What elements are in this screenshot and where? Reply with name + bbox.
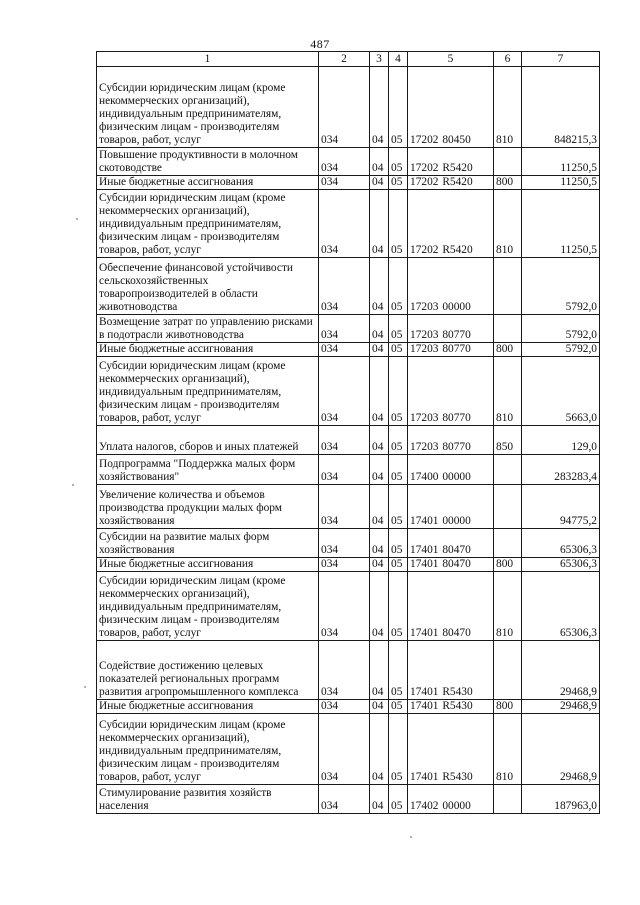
row-code-2: 034 [319, 641, 370, 700]
row-code-6 [494, 258, 522, 315]
table-row [97, 485, 600, 529]
scan-speck [72, 484, 74, 486]
row-amount: 65306,3 [522, 558, 600, 572]
column-number-row [97, 52, 600, 67]
row-code-5: 17402 00000 [408, 785, 494, 814]
row-code-4: 05 [389, 455, 408, 485]
row-amount: 5792,0 [522, 343, 600, 357]
row-code-6: 810 [494, 357, 522, 426]
table-row [97, 558, 600, 572]
row-name: Субсидии юридическим лицам (кроме некоммерческих организаций), индивидуальным предпринимателям, физическим лицам - производителям товаров, работ, услуг [97, 190, 319, 258]
row-name: Содействие достижению целевых показателей региональных программ развития агропромышленного комплекса [97, 641, 319, 700]
row-code-6: 800 [494, 343, 522, 357]
row-code-5: 17401 80470 [408, 572, 494, 641]
row-code-5: 17202 80450 [408, 67, 494, 148]
table-row [97, 343, 600, 357]
row-code-3: 04 [370, 558, 389, 572]
row-code-2: 034 [319, 357, 370, 426]
row-name: Увеличение количества и объемов производства продукции малых форм хозяйствования [97, 485, 319, 529]
row-code-6: 810 [494, 190, 522, 258]
page-number: 487 [310, 37, 330, 51]
row-code-4: 05 [389, 148, 408, 176]
table-row [97, 315, 600, 343]
table-row [97, 176, 600, 190]
row-code-3: 04 [370, 67, 389, 148]
table-row [97, 426, 600, 455]
row-code-5: 17401 R5430 [408, 641, 494, 700]
table-row [97, 785, 600, 814]
row-name: Субсидии юридическим лицам (кроме некоммерческих организаций), индивидуальным предпринимателям, физическим лицам - производителям товаров, работ, услуг [97, 357, 319, 426]
row-code-4: 05 [389, 426, 408, 455]
row-code-4: 05 [389, 529, 408, 558]
column-header: 3 [370, 52, 389, 67]
row-code-6 [494, 641, 522, 700]
row-code-2: 034 [319, 700, 370, 714]
row-code-6 [494, 785, 522, 814]
row-amount: 848215,3 [522, 67, 600, 148]
row-amount: 187963,0 [522, 785, 600, 814]
table-row [97, 641, 600, 700]
row-code-6 [494, 485, 522, 529]
table-row [97, 714, 600, 785]
row-amount: 29468,9 [522, 641, 600, 700]
row-code-4: 05 [389, 357, 408, 426]
row-code-2: 034 [319, 67, 370, 148]
row-name: Иные бюджетные ассигнования [97, 558, 319, 572]
row-code-2: 034 [319, 190, 370, 258]
row-name: Субсидии юридическим лицам (кроме некоммерческих организаций), индивидуальным предпринимателям, физическим лицам - производителям товаров, работ, услуг [97, 714, 319, 785]
row-name: Возмещение затрат по управлению рисками в подотрасли животноводства [97, 315, 319, 343]
row-code-6: 810 [494, 67, 522, 148]
row-code-5: 17400 00000 [408, 455, 494, 485]
table-row [97, 67, 600, 148]
row-name: Обеспечение финансовой устойчивости сельскохозяйственных товаропроизводителей в области животноводства [97, 258, 319, 315]
row-code-3: 04 [370, 572, 389, 641]
column-header: 4 [389, 52, 408, 67]
budget-table [96, 51, 600, 814]
row-amount: 11250,5 [522, 148, 600, 176]
table-row [97, 258, 600, 315]
row-code-4: 05 [389, 785, 408, 814]
row-code-4: 05 [389, 485, 408, 529]
row-name: Стимулирование развития хозяйств населения [97, 785, 319, 814]
row-amount: 5792,0 [522, 258, 600, 315]
row-code-5: 17401 00000 [408, 485, 494, 529]
row-code-4: 05 [389, 176, 408, 190]
scan-speck [410, 836, 412, 838]
row-code-2: 034 [319, 714, 370, 785]
row-code-2: 034 [319, 455, 370, 485]
column-header: 7 [522, 52, 600, 67]
row-code-3: 04 [370, 529, 389, 558]
row-code-2: 034 [319, 485, 370, 529]
row-name: Субсидии юридическим лицам (кроме некоммерческих организаций), индивидуальным предпринимателям, физическим лицам - производителям товаров, работ, услуг [97, 572, 319, 641]
row-code-3: 04 [370, 190, 389, 258]
row-code-3: 04 [370, 258, 389, 315]
row-name: Иные бюджетные ассигнования [97, 700, 319, 714]
row-name: Уплата налогов, сборов и иных платежей [97, 426, 319, 455]
row-amount: 5663,0 [522, 357, 600, 426]
row-code-3: 04 [370, 343, 389, 357]
row-code-6: 800 [494, 176, 522, 190]
column-header: 6 [494, 52, 522, 67]
row-code-5: 17203 80770 [408, 357, 494, 426]
row-name: Субсидии юридическим лицам (кроме некоммерческих организаций), индивидуальным предпринимателям, физическим лицам - производителям товаров, работ, услуг [97, 67, 319, 148]
row-code-5: 17401 80470 [408, 529, 494, 558]
row-name: Подпрограмма "Поддержка малых форм хозяйствования" [97, 455, 319, 485]
row-code-6 [494, 529, 522, 558]
row-code-3: 04 [370, 315, 389, 343]
table-row [97, 572, 600, 641]
row-code-3: 04 [370, 485, 389, 529]
row-code-5: 17203 80770 [408, 343, 494, 357]
row-amount: 65306,3 [522, 529, 600, 558]
table-row [97, 148, 600, 176]
row-amount: 11250,5 [522, 176, 600, 190]
row-code-6 [494, 455, 522, 485]
row-code-6: 810 [494, 572, 522, 641]
row-code-2: 034 [319, 529, 370, 558]
row-code-6: 800 [494, 700, 522, 714]
row-code-3: 04 [370, 714, 389, 785]
row-code-2: 034 [319, 558, 370, 572]
row-code-3: 04 [370, 641, 389, 700]
row-code-2: 034 [319, 785, 370, 814]
row-code-6: 810 [494, 714, 522, 785]
row-code-5: 17401 80470 [408, 558, 494, 572]
row-code-5: 17202 R5420 [408, 148, 494, 176]
row-code-2: 034 [319, 426, 370, 455]
column-header: 5 [408, 52, 494, 67]
row-code-3: 04 [370, 700, 389, 714]
row-code-4: 05 [389, 572, 408, 641]
row-amount: 129,0 [522, 426, 600, 455]
row-code-3: 04 [370, 176, 389, 190]
table-row [97, 700, 600, 714]
row-name: Иные бюджетные ассигнования [97, 343, 319, 357]
row-code-4: 05 [389, 67, 408, 148]
row-amount: 5792,0 [522, 315, 600, 343]
row-code-5: 17401 R5430 [408, 714, 494, 785]
column-header: 1 [97, 52, 319, 67]
row-code-3: 04 [370, 455, 389, 485]
row-code-5: 17401 R5430 [408, 700, 494, 714]
row-code-5: 17202 R5420 [408, 176, 494, 190]
row-code-3: 04 [370, 357, 389, 426]
row-code-6: 850 [494, 426, 522, 455]
row-code-3: 04 [370, 785, 389, 814]
row-code-4: 05 [389, 641, 408, 700]
row-name: Иные бюджетные ассигнования [97, 176, 319, 190]
row-code-2: 034 [319, 258, 370, 315]
row-code-2: 034 [319, 572, 370, 641]
row-name: Повышение продуктивности в молочном скотоводстве [97, 148, 319, 176]
table-row [97, 529, 600, 558]
row-name: Субсидии на развитие малых форм хозяйствования [97, 529, 319, 558]
row-code-2: 034 [319, 343, 370, 357]
row-code-4: 05 [389, 315, 408, 343]
row-code-2: 034 [319, 315, 370, 343]
row-code-6: 800 [494, 558, 522, 572]
row-code-2: 034 [319, 176, 370, 190]
row-code-3: 04 [370, 148, 389, 176]
column-header: 2 [319, 52, 370, 67]
table-row [97, 357, 600, 426]
row-code-3: 04 [370, 426, 389, 455]
row-amount: 29468,9 [522, 714, 600, 785]
row-amount: 65306,3 [522, 572, 600, 641]
row-code-4: 05 [389, 258, 408, 315]
row-amount: 94775,2 [522, 485, 600, 529]
row-code-5: 17202 R5420 [408, 190, 494, 258]
row-code-4: 05 [389, 343, 408, 357]
row-code-4: 05 [389, 700, 408, 714]
row-code-5: 17203 80770 [408, 426, 494, 455]
row-code-5: 17203 80770 [408, 315, 494, 343]
row-amount: 283283,4 [522, 455, 600, 485]
row-code-4: 05 [389, 714, 408, 785]
table-row [97, 190, 600, 258]
table-row [97, 455, 600, 485]
scan-speck [84, 686, 86, 688]
row-code-2: 034 [319, 148, 370, 176]
scan-speck [76, 218, 78, 220]
row-code-5: 17203 00000 [408, 258, 494, 315]
row-code-6 [494, 315, 522, 343]
row-code-6 [494, 148, 522, 176]
row-amount: 11250,5 [522, 190, 600, 258]
row-amount: 29468,9 [522, 700, 600, 714]
row-code-4: 05 [389, 190, 408, 258]
row-code-4: 05 [389, 558, 408, 572]
